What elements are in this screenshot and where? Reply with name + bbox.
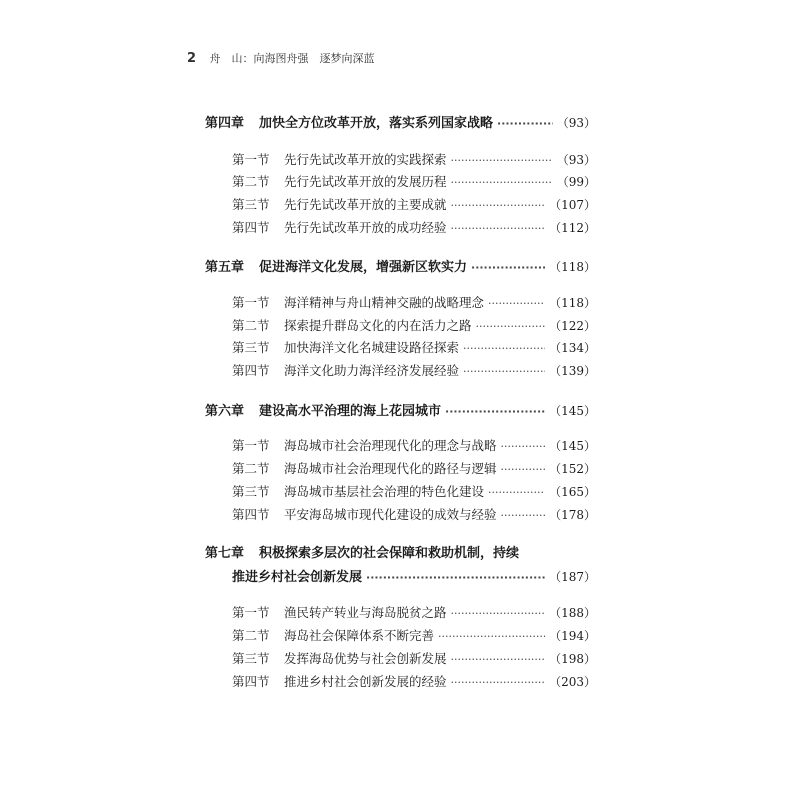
page-reference: （122） (549, 319, 596, 333)
page-reference: （145） (549, 404, 596, 418)
dot-leader (451, 651, 546, 666)
toc-chapter-entry (205, 542, 596, 561)
chapter-label: 第七章 (205, 546, 245, 561)
dot-leader (501, 507, 546, 522)
section-label: 第二节 (232, 174, 270, 189)
dot-leader (451, 152, 553, 167)
toc-section-entry (232, 338, 596, 356)
dot-leader (476, 318, 546, 333)
toc-section-entry (232, 316, 596, 334)
section-label: 第四节 (232, 220, 270, 235)
dot-leader (501, 461, 546, 476)
section-label: 第三节 (232, 197, 270, 212)
chapter-title: 推进乡村社会创新发展 (232, 570, 363, 585)
section-label: 第一节 (232, 295, 270, 310)
chapter-title: 加快全方位改革开放，落实系列国家战略 (259, 116, 494, 131)
toc-section-entry (232, 293, 596, 311)
toc-section-entry (232, 649, 596, 667)
dot-leader (366, 570, 545, 585)
dot-leader (463, 340, 545, 355)
toc-section-entry (232, 603, 596, 621)
dot-leader (501, 438, 546, 453)
toc-section-entry (232, 436, 596, 454)
section-label: 第一节 (232, 152, 270, 167)
toc-section-entry (232, 459, 596, 477)
page-reference: （112） (549, 221, 596, 235)
toc-section-entry (232, 672, 596, 690)
toc-chapter-entry (205, 256, 596, 275)
section-title: 海洋文化助力海洋经济发展经验 (284, 363, 460, 378)
dot-leader (451, 605, 546, 620)
page-reference: （145） (549, 439, 596, 453)
section-title: 推进乡村社会创新发展的经验 (284, 674, 447, 689)
page-reference: （194） (549, 629, 596, 643)
dot-leader (488, 484, 545, 499)
section-title: 平安海岛城市现代化建设的成效与经验 (284, 507, 497, 522)
section-title: 先行先试改革开放的成功经验 (284, 220, 447, 235)
dot-leader (488, 295, 545, 310)
section-label: 第三节 (232, 651, 270, 666)
dot-leader (451, 674, 546, 689)
chapter-label: 第四章 (205, 116, 245, 131)
section-title: 先行先试改革开放的发展历程 (284, 174, 447, 189)
section-title: 发挥海岛优势与社会创新发展 (284, 651, 447, 666)
running-header (187, 50, 375, 66)
toc-chapter-entry (205, 112, 596, 131)
section-title: 探索提升群岛文化的内在活力之路 (284, 318, 472, 333)
section-label: 第二节 (232, 461, 270, 476)
chapter-label: 第六章 (205, 404, 245, 419)
toc-section-entry (232, 195, 596, 213)
chapter-label: 第五章 (205, 260, 245, 275)
dot-leader (451, 220, 546, 235)
page-reference: （203） (549, 675, 596, 689)
page-reference: （198） (549, 652, 596, 666)
section-title: 先行先试改革开放的主要成就 (284, 197, 447, 212)
section-label: 第三节 (232, 484, 270, 499)
section-label: 第一节 (232, 438, 270, 453)
section-title: 渔民转产转业与海岛脱贫之路 (284, 605, 447, 620)
section-label: 第四节 (232, 363, 270, 378)
page-reference: （134） (549, 341, 596, 355)
page-reference: （107） (549, 198, 596, 212)
section-label: 第三节 (232, 340, 270, 355)
section-title: 加快海洋文化名城建设路径探索 (284, 340, 460, 355)
page-reference: （93） (556, 116, 596, 130)
page-reference: （165） (549, 485, 596, 499)
page-number: 2 (187, 51, 197, 66)
chapter-title: 建设高水平治理的海上花园城市 (259, 404, 442, 419)
section-title: 先行先试改革开放的实践探索 (284, 152, 447, 167)
section-title: 海岛城市基层社会治理的特色化建设 (284, 484, 485, 499)
section-title: 海洋精神与舟山精神交融的战略理念 (284, 295, 485, 310)
section-label: 第一节 (232, 605, 270, 620)
dot-leader (445, 404, 545, 419)
page-reference: （99） (556, 175, 596, 189)
section-label: 第二节 (232, 628, 270, 643)
section-title: 海岛城市社会治理现代化的理念与战略 (284, 438, 497, 453)
toc-section-entry (232, 172, 596, 190)
page-reference: （139） (549, 364, 596, 378)
running-title: 舟 山：向海图舟强 逐梦向深蓝 (209, 52, 375, 65)
chapter-title: 促进海洋文化发展，增强新区软实力 (259, 260, 468, 275)
toc-section-entry (232, 626, 596, 644)
page-reference: （187） (549, 570, 596, 584)
section-title: 海岛社会保障体系不断完善 (284, 628, 435, 643)
dot-leader (471, 260, 545, 275)
dot-leader (451, 197, 546, 212)
dot-leader (497, 116, 553, 131)
page-reference: （93） (556, 153, 596, 167)
page-reference: （178） (549, 508, 596, 522)
toc-section-entry (232, 150, 596, 168)
section-label: 第四节 (232, 674, 270, 689)
section-title: 海岛城市社会治理现代化的路径与逻辑 (284, 461, 497, 476)
dot-leader (438, 628, 545, 643)
toc-chapter-entry (205, 400, 596, 419)
toc-section-entry (232, 482, 596, 500)
dot-leader (451, 174, 553, 189)
dot-leader (463, 363, 545, 378)
page-reference: （152） (549, 462, 596, 476)
section-label: 第四节 (232, 507, 270, 522)
toc-chapter-entry (232, 566, 596, 585)
chapter-title: 积极探索多层次的社会保障和救助机制，持续 (259, 546, 520, 561)
toc-section-entry (232, 505, 596, 523)
toc-section-entry (232, 218, 596, 236)
page-reference: （118） (549, 296, 596, 310)
page-reference: （188） (549, 606, 596, 620)
page-reference: （118） (549, 260, 596, 274)
toc-section-entry (232, 361, 596, 379)
section-label: 第二节 (232, 318, 270, 333)
